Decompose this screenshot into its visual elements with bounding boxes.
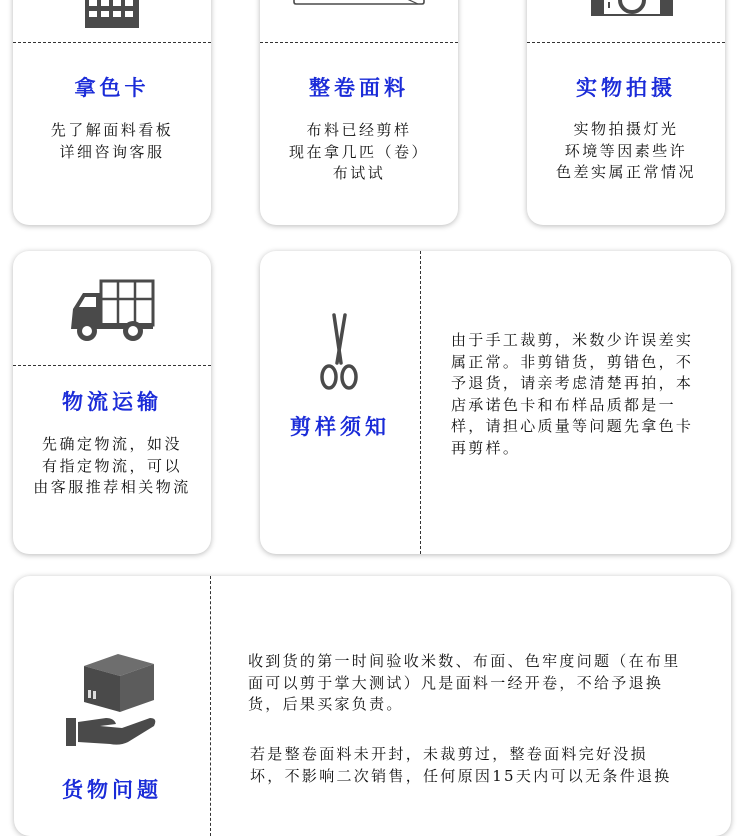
text-line: 面可以剪于掌大测试）凡是面料一经开卷，不给予退换 xyxy=(248,673,664,692)
text-line: 由于手工裁剪，米数少许误差实 xyxy=(451,331,694,349)
cutting-title: 剪样须知 xyxy=(290,414,390,439)
logistics-card xyxy=(13,251,211,554)
swatch-icon-area xyxy=(13,0,211,43)
camera-icon xyxy=(591,0,673,16)
text-line: 样，请担心质量等问题先拿色卡 xyxy=(451,417,694,435)
desc-line: 环境等因素些许 xyxy=(564,141,688,160)
desc-line: 先了解面料看板 xyxy=(50,121,174,139)
photo-title: 实物拍摄 xyxy=(576,75,676,100)
text-line: 予退货，请亲考虑清楚再拍，本 xyxy=(451,374,694,392)
text-line: 坏，不影响二次销售，任何原因15天内可以无条件退换 xyxy=(250,766,672,785)
swatch-card xyxy=(13,0,211,225)
scissors-icon xyxy=(319,313,359,393)
swatch-description xyxy=(13,120,211,163)
photo-card xyxy=(527,0,725,225)
desc-line: 色差实属正常情况 xyxy=(555,163,696,181)
desc-line: 现在拿几匹（卷） xyxy=(288,142,429,161)
swatch-title: 拿色卡 xyxy=(74,75,150,100)
desc-line: 有指定物流，可以 xyxy=(41,456,182,475)
photo-icon-area xyxy=(527,0,725,43)
goods-inspection-text xyxy=(248,651,681,716)
text-line: 店承诺色卡和布样品质都是一 xyxy=(451,395,676,414)
fabric-roll-icon xyxy=(292,0,426,6)
text-line: 货，后果买家负责。 xyxy=(248,695,404,713)
goods-divider xyxy=(210,576,211,836)
logistics-description xyxy=(13,434,211,499)
goods-card xyxy=(14,576,731,836)
desc-line: 布试试 xyxy=(332,164,386,182)
fabric-roll-description xyxy=(260,120,458,185)
desc-line: 由客服推荐相关物流 xyxy=(33,478,191,496)
truck-icon xyxy=(69,277,155,343)
photo-description xyxy=(527,119,725,184)
desc-line: 详细咨询客服 xyxy=(59,142,165,161)
text-line: 再剪样。 xyxy=(451,438,521,457)
text-line: 收到货的第一时间验收米数、布面、色牢度问题（在布里 xyxy=(248,652,681,670)
text-line: 若是整卷面料未开封，未裁剪过，整卷面料完好没损 xyxy=(250,745,648,763)
package-hand-icon xyxy=(66,648,158,748)
cutting-notice-text xyxy=(451,330,693,459)
cutting-divider xyxy=(420,251,421,554)
logistics-icon-area xyxy=(13,251,211,366)
text-line: 属正常。非剪错货，剪错色，不 xyxy=(451,352,694,371)
fabric-roll-title: 整卷面料 xyxy=(309,75,409,100)
desc-line: 先确定物流，如没 xyxy=(41,435,182,453)
goods-title: 货物问题 xyxy=(62,777,162,802)
fabric-roll-icon-area xyxy=(260,0,458,43)
calendar-grid-icon xyxy=(85,0,139,28)
cutting-card xyxy=(260,251,731,554)
desc-line: 实物拍摄灯光 xyxy=(573,120,679,138)
desc-line: 布料已经剪样 xyxy=(306,121,412,139)
logistics-title: 物流运输 xyxy=(62,389,162,414)
goods-return-text xyxy=(250,744,672,787)
fabric-roll-card xyxy=(260,0,458,225)
